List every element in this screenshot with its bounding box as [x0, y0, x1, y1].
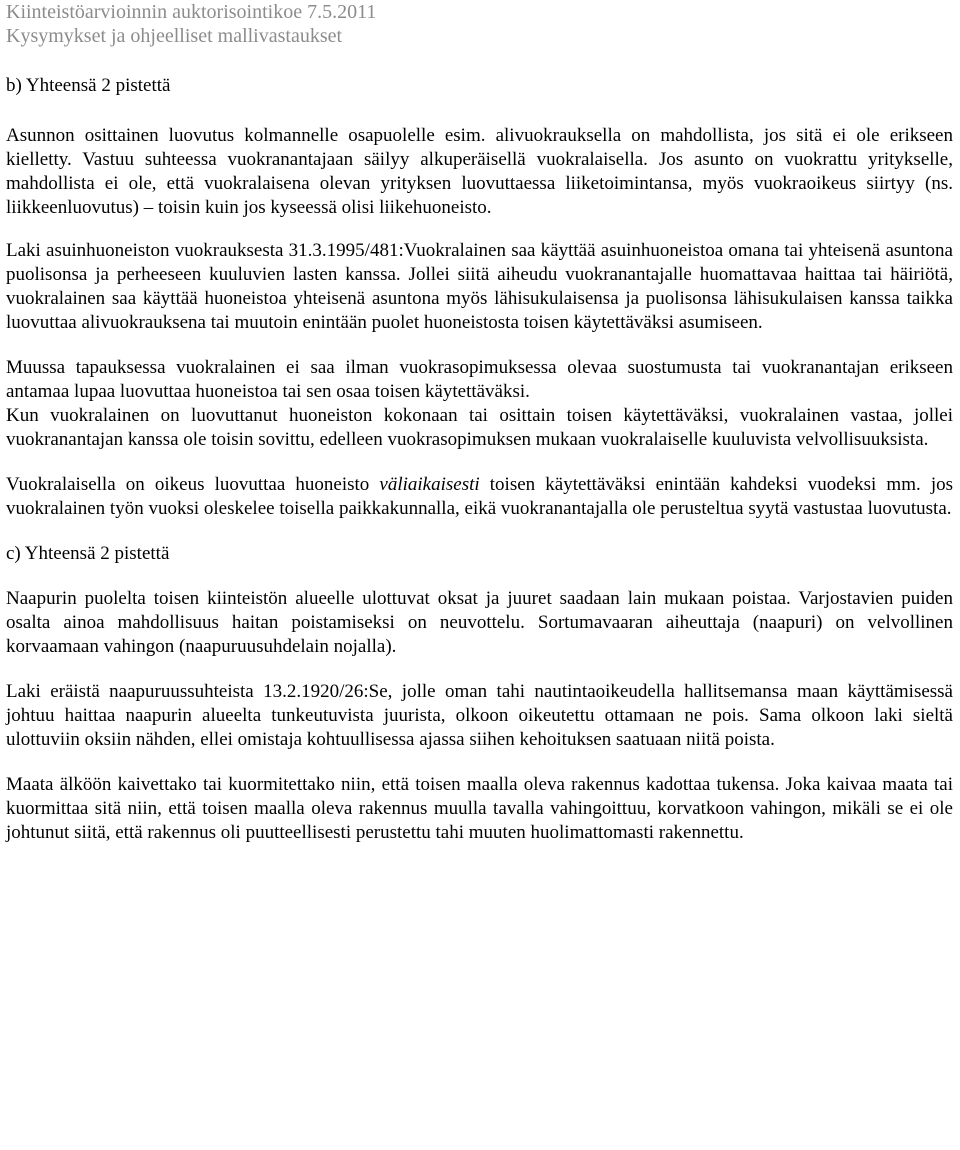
section-c-paragraph-2: Laki eräistä naapuruussuhteista 13.2.1920/26:Se, jolle oman tahi nautintaoikeudella hallitsemansa maan käyttämisessä johtuu haittaa naapurin alueelta tunkeutuvista juurista, olkoon oikeutettu ottamaan ne pois. Sama olkoon laki sieltä ulottuviin oksiin nähden, ellei omistaja kohtuullisessa ajassa siihen kehoituksen saatuaan niitä poista.: [6, 681, 953, 750]
section-c-paragraph-1: Naapurin puolelta toisen kiinteistön alueelle ulottuvat oksat ja juuret saadaan lain mukaan poistaa. Varjostavien puiden osalta ainoa mahdollisuus haitan poistamiseksi on neuvottelu. Sortumavaaran aiheuttaja (naapuri) on velvollinen korvaamaan vahingon (naapuruusuhdelain nojalla).: [6, 588, 953, 657]
header-title: Kiinteistöarvioinnin auktorisointikoe 7.5.2011: [6, 1, 377, 23]
section-c-heading: c) Yhteensä 2 pistettä: [6, 543, 170, 564]
section-b-paragraph-5-end: toisen käytettäväksi enintään kahdeksi vuodeksi mm. jos vuokralainen työn vuoksi oleskelee toisella paikkakunnalla, eikä vuokranantajalla ole perusteltua syytä vastustaa luovutusta.: [6, 474, 954, 519]
section-c-paragraph-3: Maata älköön kaivettako tai kuormitettako niin, että toisen maalla oleva rakennus kadottaa tukensa. Joka kaivaa maata tai kuormittaa sitä niin, että toisen maalla oleva rakennus muulla tavalla vahingoittuu, korvatkoon vahingon, mikäli se ei ole johtunut siitä, että rakennus oli puutteellisesti perustettu tahi muuten huolimattomasti rakennettu.: [6, 774, 953, 843]
section-b-paragraph-5: [6, 473, 953, 521]
section-b-heading: b) Yhteensä 2 pistettä: [6, 75, 171, 96]
section-b-paragraph-2: Laki asuinhuoneiston vuokrauksesta 31.3.1995/481:Vuokralainen saa käyttää asuinhuoneistoa omana tai yhteisenä asuntona puolisonsa ja perheeseen kuuluvien lasten kanssa. Jollei siitä aiheudu vuokranantajalle huomattavaa haittaa tai häiriötä, vuokralainen saa käyttää huoneistoa yhteisenä asuntona myös lähisukulaisensa ja puolisonsa lähisukulaisen kanssa taikka luovuttaa alivuokrauksena tai muutoin enintään puolet huoneistosta toisen käytettäväksi asumiseen.: [6, 240, 953, 333]
section-b-paragraph-5-start: Vuokralaisella on oikeus luovuttaa huoneisto: [6, 474, 380, 495]
page-header: [6, 0, 953, 48]
section-b-paragraph-3: Muussa tapauksessa vuokralainen ei saa ilman vuokrasopimuksessa olevaa suostumusta tai vuokranantajan erikseen antamaa lupaa luovuttaa huoneistoa tai sen osaa toisen käytettäväksi.: [6, 357, 953, 402]
section-b-paragraph-1: Asunnon osittainen luovutus kolmannelle osapuolelle esim. alivuokrauksella on mahdollista, jos sitä ei ole erikseen kielletty. Vastuu suhteessa vuokranantajaan säilyy alkuperäisellä vuokralaisella. Jos asunto on vuokrattu yritykselle, mahdollista ei ole, että vuokralaisena olevan yrityksen luovuttaessa liiketoimintansa, myös vuokraoikeus siirtyy (ns. liikkeenluovutus) – toisin kuin jos kyseessä olisi liikehuoneisto.: [6, 125, 953, 218]
section-b-paragraph-5-emphasis: väliaikaisesti: [379, 474, 480, 495]
header-subtitle: Kysymykset ja ohjeelliset mallivastaukset: [6, 25, 343, 47]
section-b-paragraph-4: Kun vuokralainen on luovuttanut huoneiston kokonaan tai osittain toisen käytettäväksi, vuokralainen vastaa, jollei vuokranantajan kanssa ole toisin sovittu, edelleen vuokrasopimuksen mukaan vuokralaiselle kuuluvista velvollisuuksista.: [6, 405, 953, 450]
